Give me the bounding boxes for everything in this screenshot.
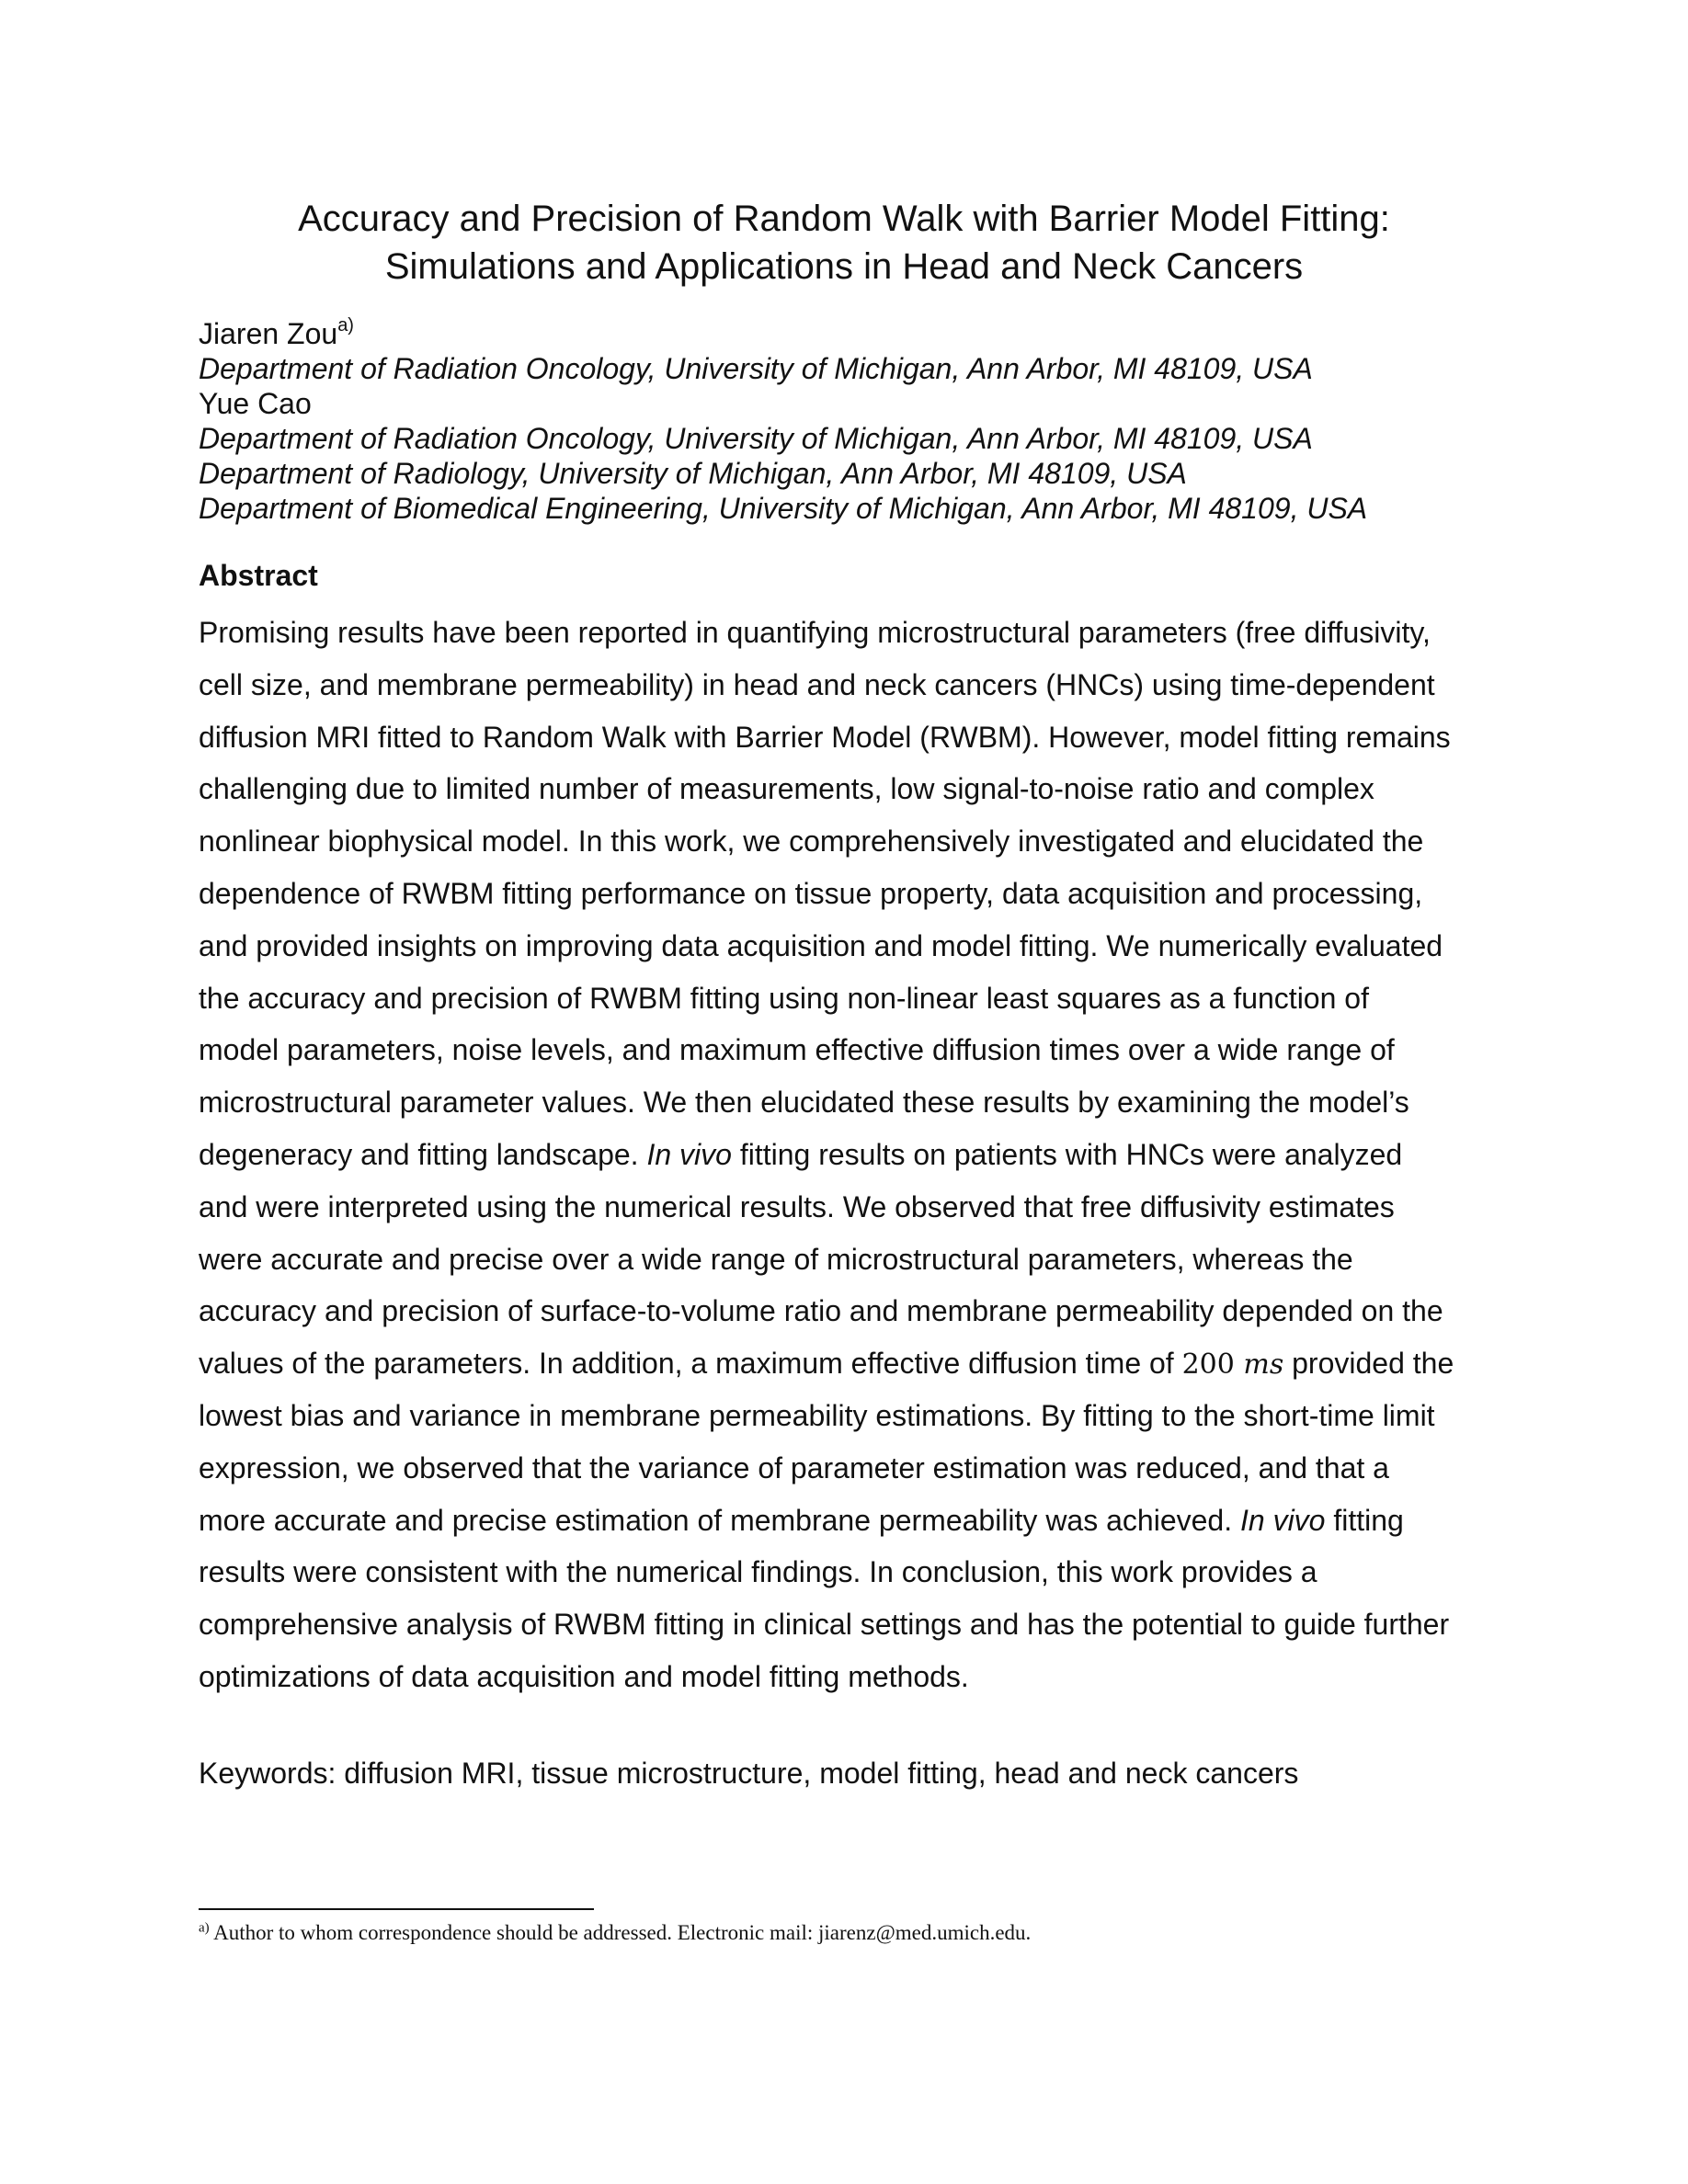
author-affiliation: Department of Radiology, University of Michigan, Ann Arbor, MI 48109, USA: [199, 457, 1187, 490]
in-vivo-italic: In vivo: [646, 1137, 732, 1171]
abstract-line: Promising results have been reported in quantifying microstructural parameters (free diffusivity,: [199, 616, 1431, 649]
abstract-line: were accurate and precise over a wide range of microstructural parameters, whereas the: [199, 1242, 1353, 1276]
author-block: [199, 316, 1532, 526]
author-affiliation: Department of Biomedical Engineering, University of Michigan, Ann Arbor, MI 48109, USA: [199, 492, 1368, 525]
abstract-line: comprehensive analysis of RWBM fitting in clinical settings and has the potential to guide further: [199, 1608, 1450, 1642]
abstract-line: expression, we observed that the variance of parameter estimation was reduced, and that a: [199, 1450, 1389, 1484]
abstract-line: microstructural parameter values. We then elucidated these results by examining the model’s: [199, 1086, 1409, 1120]
author-name: Yue Cao: [199, 387, 312, 420]
abstract-line: lowest bias and variance in membrane permeability estimations. By fitting to the short-time limit: [199, 1398, 1435, 1432]
author-affiliation: Department of Radiation Oncology, University of Michigan, Ann Arbor, MI 48109, USA: [199, 422, 1313, 455]
abstract-line: results were consistent with the numerical findings. In conclusion, this work provides a: [199, 1555, 1317, 1589]
footnote-text: Author to whom correspondence should be addressed. Electronic mail: jiarenz@med.umich.edu.: [209, 1921, 1032, 1944]
abstract-line: cell size, and membrane permeability) in head and neck cancers (HNCs) using time-dependent: [199, 667, 1435, 701]
abstract-heading: Abstract: [199, 559, 318, 592]
abstract-line: challenging due to limited number of measurements, low signal-to-noise ratio and complex: [199, 772, 1374, 806]
abstract-line: degeneracy and fitting landscape. In vivo fitting results on patients with HNCs were analyzed: [199, 1137, 1403, 1171]
abstract-line: values of the parameters. In addition, a maximum effective diffusion time of 200 ms provided the: [199, 1347, 1454, 1382]
author-footnote-marker: a): [337, 315, 354, 336]
title-line-2: Simulations and Applications in Head and Neck Cancers: [384, 246, 1304, 287]
footnote-divider: [199, 1908, 594, 1910]
keywords: Keywords: diffusion MRI, tissue microstructure, model fitting, head and neck cancers: [199, 1757, 1299, 1790]
abstract-line: and were interpreted using the numerical results. We observed that free diffusivity estimates: [199, 1189, 1395, 1223]
abstract-line: model parameters, noise levels, and maximum effective diffusion times over a wide range of: [199, 1033, 1395, 1067]
title-line-1: Accuracy and Precision of Random Walk with Barrier Model Fitting:: [298, 199, 1390, 239]
abstract-body: [199, 607, 1495, 1703]
math-expression: 200 ms: [1181, 1348, 1284, 1382]
abstract-line: accuracy and precision of surface-to-volume ratio and membrane permeability depended on the: [199, 1294, 1443, 1328]
abstract-line: and provided insights on improving data acquisition and model fitting. We numerically evaluated: [199, 928, 1443, 962]
in-vivo-italic: In vivo: [1239, 1503, 1326, 1537]
abstract-line: nonlinear biophysical model. In this work, we comprehensively investigated and elucidated the: [199, 825, 1424, 859]
abstract-line: dependence of RWBM fitting performance on tissue property, data acquisition and processing,: [199, 876, 1423, 910]
abstract-line: optimizations of data acquisition and model fitting methods.: [199, 1659, 969, 1693]
abstract-line: diffusion MRI fitted to Random Walk with Barrier Model (RWBM). However, model fitting remains: [199, 720, 1451, 754]
paper-title: [165, 195, 1523, 290]
abstract-line: the accuracy and precision of RWBM fitting using non-linear least squares as a function of: [199, 981, 1369, 1015]
footnote: [199, 1919, 1031, 1947]
footnote-marker: a): [199, 1920, 210, 1936]
abstract-line: more accurate and precise estimation of membrane permeability was achieved. In vivo fitting: [199, 1503, 1404, 1537]
author-affiliation: Department of Radiation Oncology, University of Michigan, Ann Arbor, MI 48109, USA: [199, 352, 1313, 385]
author-name: Jiaren Zou$^{a)}$: [199, 315, 354, 350]
